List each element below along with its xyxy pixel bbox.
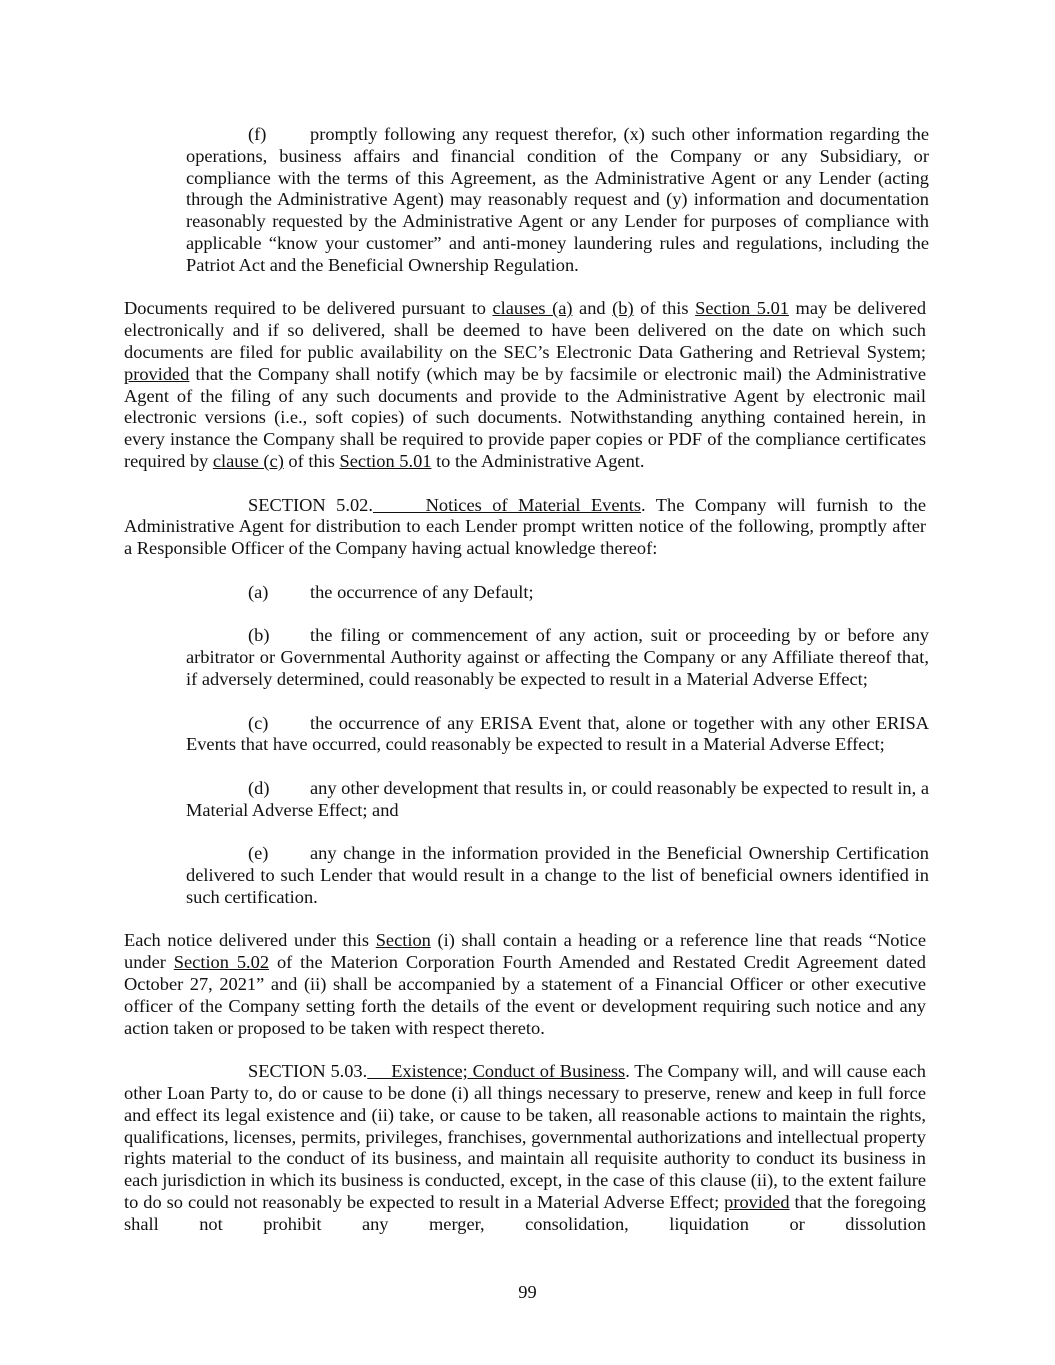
list-item-paragraph (186, 124, 929, 277)
underlined-reference: provided (124, 363, 190, 384)
item-label: (b) (248, 625, 270, 646)
text-run: that the foregoing shall not prohibit any merger, consolidation, liquidation or dissolution (124, 1192, 926, 1234)
underlined-reference: Notices of Material Events (372, 494, 642, 515)
text-run: any other development that results in, or could reasonably be expected to result in, a Material Adverse Effect; and (186, 777, 929, 820)
underlined-reference: (b) (612, 298, 634, 319)
underlined-reference: Section 5.01 (695, 298, 789, 319)
section-paragraph (124, 495, 926, 560)
underlined-reference: provided (724, 1192, 790, 1213)
text-run: may be delivered electronically and if so delivered, shall be deemed to have been delivered on the date on which such documents are filed for public availability on the SEC’s Electronic Data Gathering and Retrieval System; (124, 298, 927, 362)
underlined-reference: Existence; Conduct of Business (367, 1061, 626, 1082)
item-label: (a) (248, 581, 269, 602)
underlined-reference: clause (c) (212, 450, 284, 471)
list-item-paragraph (186, 778, 929, 822)
list-item-paragraph (186, 843, 929, 908)
text-run: the filing or commencement of any action, suit or proceeding by or before any arbitrator or Governmental Authority against or affecting the Company or any Affiliate thereof that, if adversely determined, could reasonably be expected to result in a Material Adverse Effect; (186, 625, 929, 689)
text-run: (i) shall contain a heading or a reference line that reads “Notice under (124, 930, 926, 973)
document-body (124, 124, 929, 1257)
item-label: (d) (248, 777, 270, 798)
list-item-paragraph (186, 713, 929, 757)
text-run: of the Materion Corporation Fourth Amended and Restated Credit Agreement dated October 27, 2021” and (ii) shall be accompanied by a statement of a Financial Officer or other executive officer of the Company setting forth the details of the event or development requiring such notice and any action taken or proposed to be taken with respect thereto. (124, 952, 926, 1038)
list-item-paragraph (186, 625, 929, 690)
text-run: . The Company will furnish to the Administrative Agent for distribution to each Lender prompt written notice of the following, promptly after a Responsible Officer of the Company having actual knowledge thereof: (124, 494, 927, 559)
item-label: (e) (248, 843, 269, 864)
text-run: . The Company will, and will cause each other Loan Party to, do or cause to be done (i) all things necessary to preserve, renew and keep in full force and effect its legal existence and (ii) take, or cause to be taken, all reasonable actions to maintain the rights, qualifications, licenses, permits, privileges, franchises, governmental authorizations and intellectual property rights material to the conduct of its business, and maintain all requisite authority to conduct its business in each jurisdiction in which its business is conducted, except, in the case of this clause (ii), to the extent failure to do so could not reasonably be expected to result in a Material Adverse Effect; (124, 1061, 927, 1213)
text-run: Each notice delivered under this (124, 930, 376, 951)
item-label: (f) (248, 124, 267, 144)
underlined-reference: clauses (a) (492, 298, 573, 319)
item-label: (c) (248, 712, 269, 733)
text-run: of this (633, 298, 696, 319)
text-run: of this (283, 450, 340, 471)
section-paragraph (124, 1061, 926, 1235)
body-paragraph (124, 298, 926, 472)
text-run: that the Company shall notify (which may be by facsimile or electronic mail) the Administrative Agent of the filing of any such documents and provide to the Administrative Agent by electronic mail electronic versions (i.e., soft copies) of such documents. Notwithstanding anything contained herein, in every instance the Company shall be required to provide paper copies or PDF of the compliance certificates required by (124, 363, 926, 471)
text-run: SECTION 5.03. (248, 1061, 368, 1082)
underlined-reference: Section (375, 930, 431, 951)
text-run: promptly following any request therefor, (x) such other information regarding the operations, business affairs and financial condition of the Company or any Subsidiary, or compliance with the terms of this Agreement, as the Administrative Agent or any Lender (acting through the Administrative Agent) may reasonably request and (y) information and documentation reasonably requested by the Administrative Agent or any Lender for purposes of compliance with applicable “know your customer” and anti-money laundering rules and regulations, including the Patriot Act and the Beneficial Ownership Regulation. (186, 124, 929, 275)
text-run: SECTION 5.02. (248, 494, 373, 515)
text-run: any change in the information provided in the Beneficial Ownership Certification delivered to such Lender that would result in a change to the list of beneficial owners identified in such certification. (186, 843, 929, 907)
list-item-paragraph (186, 582, 929, 604)
underlined-reference: Section 5.02 (173, 952, 270, 973)
text-run: the occurrence of any ERISA Event that, alone or together with any other ERISA Events that have occurred, could reasonably be expected to result in a Material Adverse Effect; (186, 712, 929, 755)
text-run: the occurrence of any Default; (310, 581, 534, 602)
text-run: Documents required to be delivered pursuant to (124, 298, 493, 319)
text-run: to the Administrative Agent. (431, 450, 645, 471)
text-run: and (572, 298, 613, 319)
body-paragraph (124, 930, 926, 1039)
underlined-reference: Section 5.01 (339, 450, 432, 471)
page-number: 99 (518, 1282, 537, 1302)
